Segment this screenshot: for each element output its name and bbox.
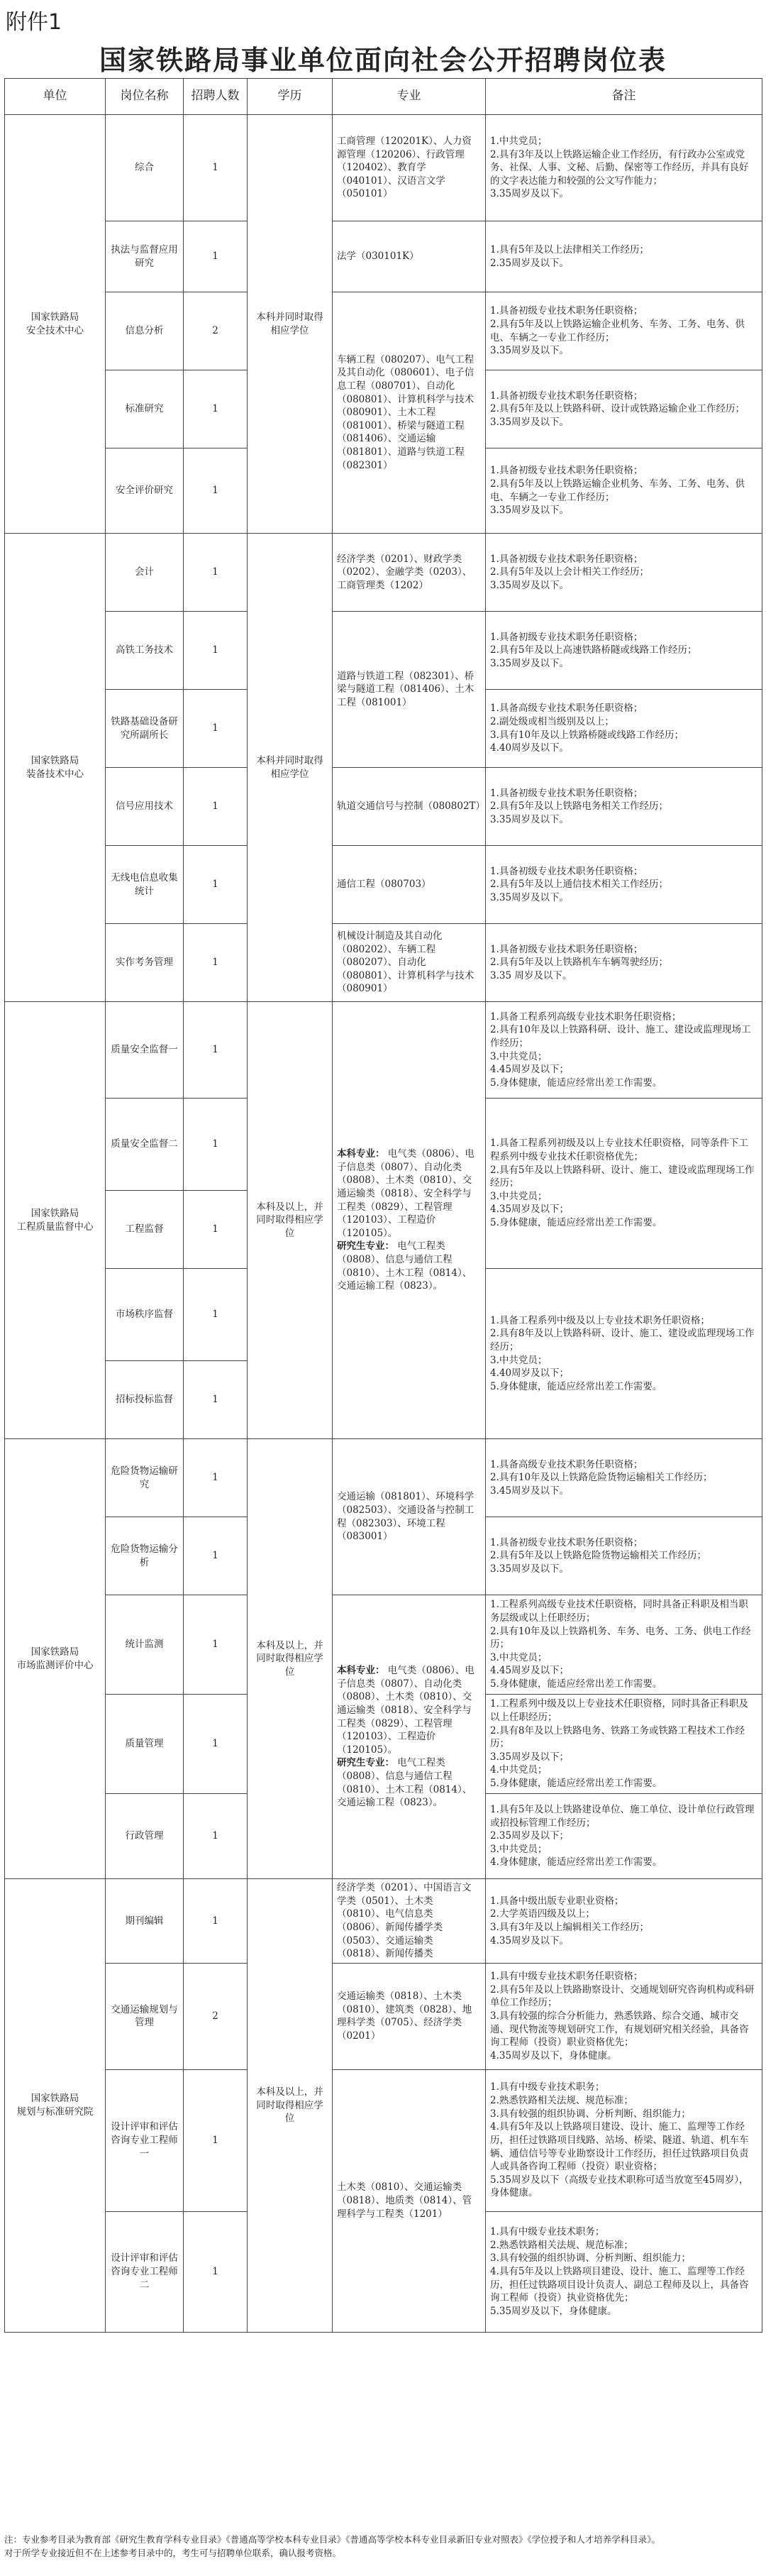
hire-count: 1 [184,370,248,448]
major-cell: 经济学类（0201）、财政学类（0202）、金融学类（0203）、工商管理类（1202） [333,534,486,612]
notes-cell: 1.具有中级专业技术职务任职资格； 2.具有5年及以上铁路勘察设计、交通规划研究咨询机构或科研单位工作经历； 3.具有较强的综合分析能力，熟悉铁路、综合交通、城市交通、现代物流等规划研究工作，有规划研究相关经验，具备咨询工程师（投资）职业资格优先； 4.35周岁及以下，身体健康。 [486,1963,762,2069]
position-name: 期刊编辑 [106,1879,184,1964]
major-cell: 交通运输（081801）、环境科学（082503）、交通设备与控制工程（082303）、环境工程（083001） [333,1439,486,1595]
footnote [4,2533,762,2560]
hire-count: 1 [184,2211,248,2332]
position-name: 安全评价研究 [106,448,184,534]
position-name: 招标投标监督 [106,1361,184,1439]
table-row [5,924,762,1002]
notes-cell: 1.具备初级专业技术职务任职资格； 2.具有5年及以上铁路科研、设计或铁路运输企业工作经历； 3.35周岁及以下。 [486,370,762,448]
table-row [5,2069,762,2211]
table-header-row [5,79,762,115]
table-row [5,534,762,612]
position-name: 信息分析 [106,292,184,370]
major-cell [333,1002,486,1439]
position-name: 设计评审和评估咨询专业工程师二 [106,2211,184,2332]
notes-cell: 1.工程系列高级专业技术任职资格，同时具备正科职及相当职务层级或以上任职经历； 2.具有10年及以上铁路机务、车务、电务、工务、供电工作经历； 3.中共党员； 4.45周岁及以下； 5.身体健康，能适应经常出差工作需要。 [486,1595,762,1695]
table-row [5,221,762,292]
header-education: 学历 [248,79,333,115]
header-notes: 备注 [486,79,762,115]
notes-cell: 1.具备工程系列高级专业技术职务任职资格； 2.具有10年及以上铁路科研、设计、施工、建设或监理现场工作经历； 3.中共党员； 4.45周岁及以下； 5.身体健康，能适应经常出差工作需要。 [486,1002,762,1099]
hire-count: 1 [184,1269,248,1361]
hire-count: 1 [184,448,248,534]
hire-count: 1 [184,768,248,846]
table-row [5,115,762,221]
major-text-graduate: 电气工程类（0808）、信息与通信工程（0810）、土木工程（0814）、交通运输工程（0823）。 [337,1757,472,1809]
notes-cell: 1.具有中级专业技术职务； 2.熟悉铁路相关法规、规范标准； 3.具有较强的组织协调、分析判断、组织能力； 4.具有5年及以上铁路项目建设、设计、施工、监理等工作经历，担任过铁路项目线路、站场、桥梁、隧道、轨道、机车车辆、通信信号等专业勘察设计工作经历，担任过铁路项目负责人或具备咨询工程师（投资）职业资格； 5.35周岁及以下（高级专业技术职称可适当放宽至45周岁），身体健康。 [486,2069,762,2211]
position-name: 行政管理 [106,1794,184,1879]
education-cell: 本科及以上，并同时取得相应学位 [248,1002,333,1439]
notes-cell: 1.具备初级专业技术职务任职资格； 2.具有5年及以上高速铁路桥隧或线路工作经历； 3.35周岁及以下。 [486,612,762,690]
major-cell: 通信工程（080703） [333,846,486,924]
attachment-label: 附件1 [6,10,62,35]
hire-count: 2 [184,1963,248,2069]
position-name: 质量安全监督一 [106,1002,184,1099]
position-name: 会计 [106,534,184,612]
positions-table [4,78,762,2333]
notes-cell: 1.具备初级专业技术职务任职资格； 2.具有5年及以上通信技术相关工作经历； 3.35周岁及以下。 [486,846,762,924]
table-row [5,1595,762,1695]
education-cell: 本科并同时取得相应学位 [248,115,333,534]
hire-count: 1 [184,1439,248,1517]
table-row [5,1879,762,1964]
unit-cell: 国家铁路局 安全技术中心 [5,115,106,534]
education-cell: 本科及以上，并同时取得相应学位 [248,1879,333,2333]
position-name: 信号应用技术 [106,768,184,846]
position-name: 市场秩序监督 [106,1269,184,1361]
position-name: 执法与监督应用研究 [106,221,184,292]
major-text-undergrad: 电气类（0806）、电子信息类（0807）、自动化类（0808）、土木类（0810）、交通运输类（0818）、安全科学与工程类（0829）、工程管理（120103）、工程造价（120105）。 [337,1148,474,1239]
major-cell [333,1595,486,1879]
table-row [5,612,762,690]
hire-count: 1 [184,612,248,690]
major-cell: 法学（030101K） [333,221,486,292]
footnote-line-1: 注：专业参考目录为教育部《研究生教育学科专业目录》《普通高等学校本科专业目录》《普通高等学校本科专业目录新旧专业对照表》《学位授予和人才培养学科目录》。 [4,2534,661,2545]
hire-count: 2 [184,292,248,370]
position-name: 质量管理 [106,1695,184,1794]
unit-cell: 国家铁路局 规划与标准研究院 [5,1879,106,2333]
hire-count: 1 [184,1879,248,1964]
header-unit: 单位 [5,79,106,115]
notes-cell: 1.具有5年及以上铁路建设单位、施工单位、设计单位行政管理或招投标管理工作经历； 2.35周岁及以下； 3.中共党员； 4.身体健康，能适应经常出差工作需要。 [486,1794,762,1879]
notes-cell: 1.具备初级专业技术职务任职资格； 2.具有5年及以上铁路危险货物运输相关工作经历； 3.35周岁及以下。 [486,1517,762,1595]
position-name: 无线电信息收集统计 [106,846,184,924]
notes-cell: 1.具备中级出版专业职业资格； 2.大学英语四级及以上； 3.具有3年及以上编辑相关工作经历； 4.35周岁及以下。 [486,1879,762,1964]
hire-count: 1 [184,1361,248,1439]
position-name: 质量安全监督二 [106,1099,184,1191]
notes-cell: 1.具备初级专业技术职务任职资格； 2.具有5年及以上会计相关工作经历； 3.35周岁及以下。 [486,534,762,612]
table-row [5,846,762,924]
unit-cell: 国家铁路局 工程质量监督中心 [5,1002,106,1439]
hire-count: 1 [184,1099,248,1191]
header-count: 招聘人数 [184,79,248,115]
major-cell: 机械设计制造及其自动化（080202）、车辆工程（080207）、自动化（080801）、计算机科学与技术（080901） [333,924,486,1002]
notes-cell: 1.中共党员； 2.具有3年及以上铁路运输企业工作经历，有行政办公室或党务、社保、人事、文秘、后勤、保密等工作经历，并具有良好的文字表达能力和较强的公文写作能力； 3.35周岁及以下。 [486,115,762,221]
notes-cell: 1.具备初级专业技术职务任职资格； 2.具有5年及以上铁路运输企业机务、车务、工务、电务、供电、车辆之一专业工作经历； 3.35周岁及以下。 [486,292,762,370]
position-name: 高铁工务技术 [106,612,184,690]
position-name: 统计监测 [106,1595,184,1695]
hire-count: 1 [184,1794,248,1879]
position-name: 铁路基础设备研究所副所长 [106,690,184,768]
notes-cell: 1.具备初级专业技术职务任职资格； 2.具有5年及以上铁路电务相关工作经历； 3.35周岁及以下。 [486,768,762,846]
notes-cell: 1.具备高级专业技术职务任职资格； 2.具有10年及以上铁路危险货物运输相关工作经历； 3.45周岁及以下。 [486,1439,762,1517]
education-cell: 本科并同时取得相应学位 [248,534,333,1002]
position-name: 实作考务管理 [106,924,184,1002]
major-cell: 工商管理（120201K）、人力资源管理（120206）、行政管理（120402）、教育学（040101）、汉语言文学（050101） [333,115,486,221]
major-heading-graduate: 研究生专业： [337,1240,394,1253]
hire-count: 1 [184,2069,248,2211]
hire-count: 1 [184,846,248,924]
position-name: 综合 [106,115,184,221]
notes-cell: 1.具备初级专业技术职务任职资格； 2.具有5年及以上铁路机车车辆驾驶经历； 3.35 周岁及以下。 [486,924,762,1002]
major-cell: 车辆工程（080207）、电气工程及其自动化（080601）、电子信息工程（080701）、自动化（080801）、计算机科学与技术（080901）、土木工程（081001）、桥梁与隧道工程（081406）、交通运输（081801）、道路与铁道工程（082301） [333,292,486,534]
major-heading-undergrad: 本科专业： [337,1148,385,1160]
table-row [5,292,762,370]
position-name: 危险货物运输分析 [106,1517,184,1595]
hire-count: 1 [184,221,248,292]
notes-cell: 1.具备工程系列中级及以上专业技术职务任职资格； 2.具有8年及以上铁路科研、设计、施工、建设或监理现场工作经历； 3.中共党员； 4.40周岁及以下； 5.身体健康，能适应经常出差工作需要。 [486,1269,762,1439]
hire-count: 1 [184,1595,248,1695]
major-cell: 轨道交通信号与控制（080802T） [333,768,486,846]
major-text-graduate: 电气工程类（0808）、信息与通信工程（0810）、土木工程（0814）、交通运输工程（0823）。 [337,1240,472,1292]
notes-cell: 1.具有5年及以上法律相关工作经历； 2.35周岁及以下。 [486,221,762,292]
notes-cell: 1.具备工程系列初级及以上专业技术任职资格，同等条件下工程系列中级专业技术任职资格优先； 2.具有5年及以上铁路科研、设计、施工、建设或监理现场工作经历； 3.中共党员； 4.35周岁及以下； 5.身体健康，能适应经常出差工作需要。 [486,1099,762,1269]
major-text-undergrad: 电气类（0806）、电子信息类（0807）、自动化类（0808）、土木类（0810）、交通运输类（0818）、安全科学与工程类（0829）、工程管理（120103）、工程造价（120105）。 [337,1665,474,1756]
hire-count: 1 [184,924,248,1002]
hire-count: 1 [184,1002,248,1099]
hire-count: 1 [184,115,248,221]
notes-cell: 1.具有中级专业技术职务； 2.熟悉铁路相关法规、规范标准； 3.具有较强的组织协调、分析判断、组织能力； 4.具有5年及以上铁路项目建设、设计、施工、监理等工作经历，担任过铁路项目设计负责人、副总工程师及以上，具备咨询工程师（投资）执业资格优先； 5.35周岁及以下，身体健康。 [486,2211,762,2332]
notes-cell: 1.工程系列中级及以上专业技术任职资格，同时具备正科职及以上任职经历； 2.具有8年及以上铁路电务、铁路工务或铁路工程技术工作经历； 3.35周岁及以下； 4.中共党员； 5.身体健康，能适应经常出差工作需要。 [486,1695,762,1794]
table-row [5,1002,762,1099]
page-title: 国家铁路局事业单位面向社会公开招聘岗位表 [99,44,667,76]
position-name: 危险货物运输研究 [106,1439,184,1517]
unit-cell: 国家铁路局 装备技术中心 [5,534,106,1002]
hire-count: 1 [184,690,248,768]
hire-count: 1 [184,1191,248,1269]
hire-count: 1 [184,534,248,612]
footnote-line-2: 对于所学专业接近但不在上述参考目录中的，考生可与招聘单位联系，确认报考资格。 [4,2547,342,2558]
position-name: 交通运输规划与管理 [106,1963,184,2069]
table-row [5,1963,762,2069]
position-name: 设计评审和评估咨询专业工程师一 [106,2069,184,2211]
table-row [5,768,762,846]
position-name: 标准研究 [106,370,184,448]
notes-cell: 1.具备高级专业技术职务任职资格； 2.副处级或相当级别及以上； 3.具有10年及以上铁路桥隧或线路工作经历； 4.40周岁及以下。 [486,690,762,768]
header-position: 岗位名称 [106,79,184,115]
notes-cell: 1.具备初级专业技术职务任职资格； 2.具有5年及以上铁路运输企业机务、车务、工务、电务、供电、车辆之一专业工作经历； 3.35周岁及以下。 [486,448,762,534]
table-row [5,1439,762,1517]
major-cell: 交通运输类（0818）、土木类（0810）、建筑类（0828）、地理科学类（0705）、经济学类（0201） [333,1963,486,2069]
major-cell: 道路与铁道工程（082301）、桥梁与隧道工程（081406）、土木工程（081001） [333,612,486,768]
education-cell: 本科及以上，并同时取得相应学位 [248,1439,333,1879]
header-major: 专业 [333,79,486,115]
major-heading-graduate: 研究生专业： [337,1757,394,1769]
unit-cell: 国家铁路局 市场监测评价中心 [5,1439,106,1879]
position-name: 工程监督 [106,1191,184,1269]
major-cell: 经济学类（0201）、中国语言文学类（0501）、土木类（0810）、电气信息类（0806）、新闻传播学类（0503）、交通运输类（0818）、新闻传播类 [333,1879,486,1964]
major-cell: 土木类（0810）、交通运输类（0818）、地质类（0814）、管理科学与工程类（1201） [333,2069,486,2332]
hire-count: 1 [184,1517,248,1595]
hire-count: 1 [184,1695,248,1794]
major-heading-undergrad: 本科专业： [337,1665,385,1677]
